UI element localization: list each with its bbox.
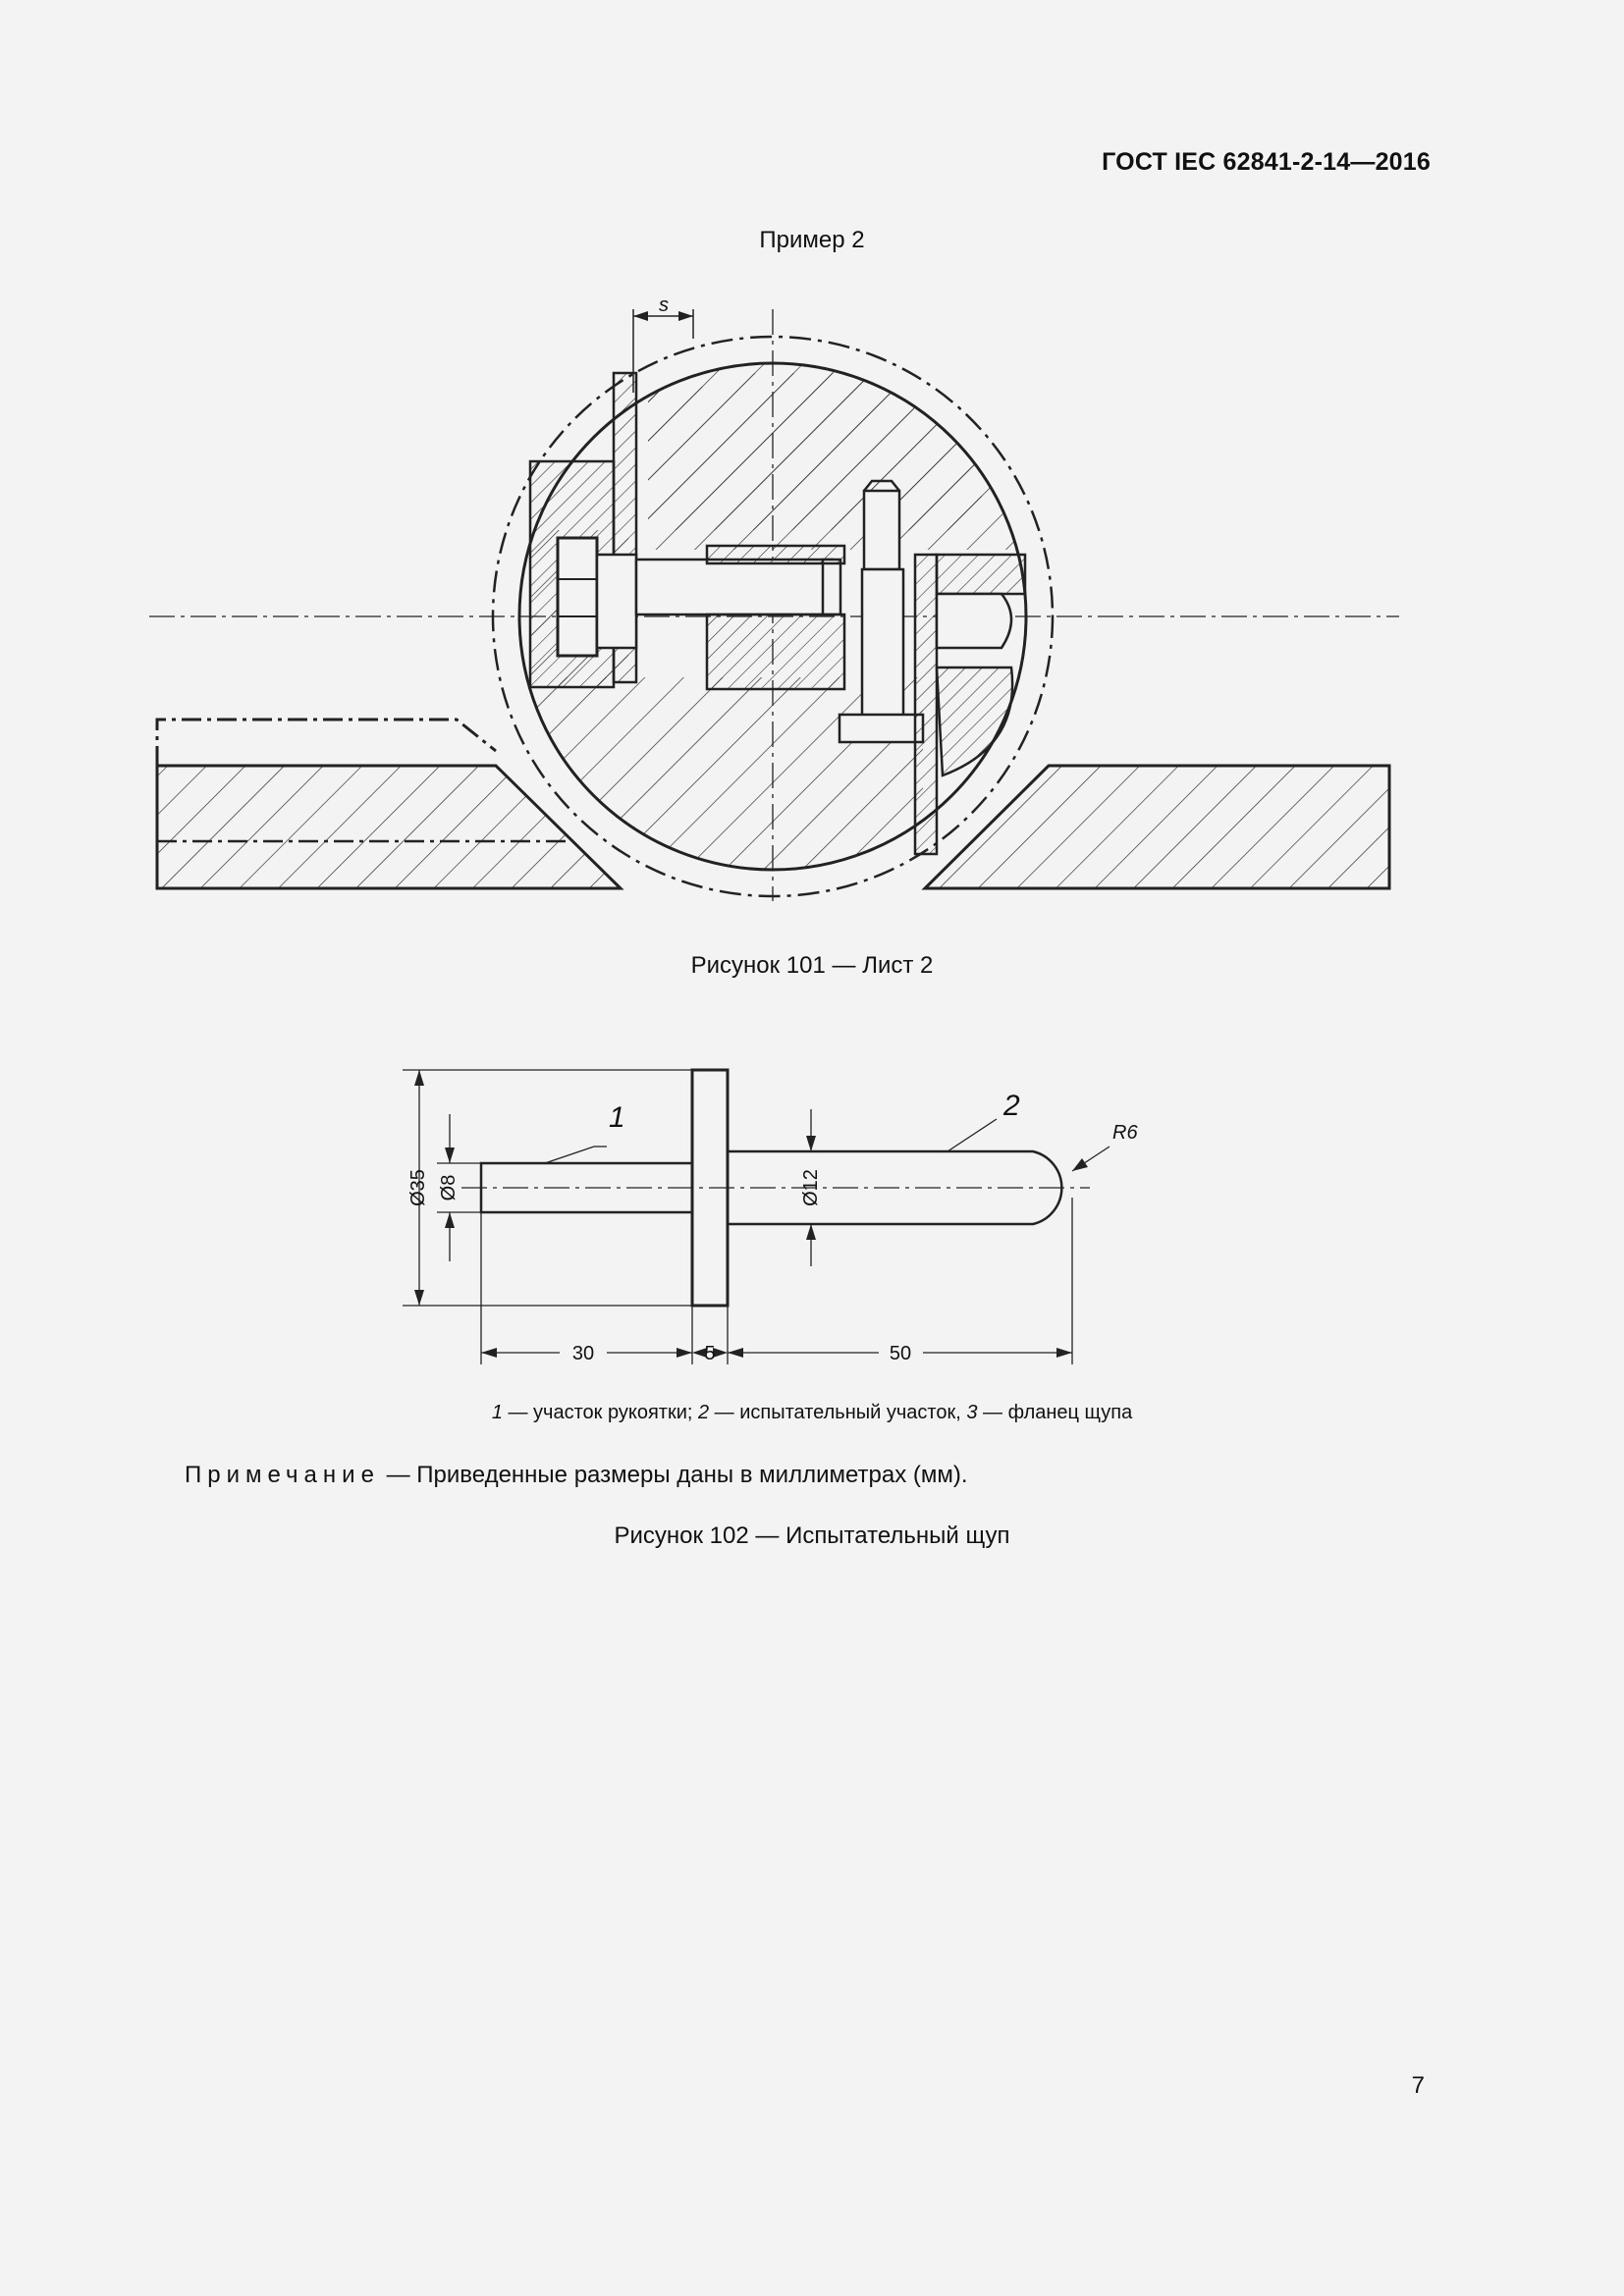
legend-text-3: — фланец щупа xyxy=(977,1402,1133,1423)
right-plate xyxy=(915,555,937,854)
note xyxy=(185,1462,968,1489)
figure-102-legend xyxy=(0,1402,1624,1424)
legend-num-3: 3 xyxy=(966,1402,978,1423)
note-label: Примечание xyxy=(185,1462,380,1488)
dim-l30: 30 xyxy=(571,1343,595,1364)
dim-l5: 5 xyxy=(704,1343,716,1364)
left-base-plate xyxy=(157,766,621,888)
bolt-head xyxy=(558,538,597,656)
legend-num-1: 1 xyxy=(491,1402,503,1423)
legend-text-1: — участок рукоятки; xyxy=(502,1402,698,1423)
bolt-shaft xyxy=(636,560,833,614)
dim-d8: Ø8 xyxy=(438,1174,460,1201)
pin-body xyxy=(862,569,903,717)
figure-101-caption: Рисунок 101 — Лист 2 xyxy=(690,952,934,979)
legend-text-2: — испытательный участок, xyxy=(709,1402,967,1423)
dim-d35: Ø35 xyxy=(407,1169,429,1206)
right-base-plate xyxy=(925,766,1389,888)
figure-102-drawing xyxy=(0,1041,1624,1394)
document-header: ГОСТ IEC 62841-2-14—2016 xyxy=(1102,148,1431,176)
page-number: 7 xyxy=(1411,2072,1425,2099)
legend-num-2: 2 xyxy=(697,1402,710,1423)
example-title: Пример 2 xyxy=(759,227,865,253)
figure-102-caption: Рисунок 102 — Испытательный щуп xyxy=(614,1522,1010,1549)
pin-top xyxy=(864,491,899,569)
dim-d12: Ø12 xyxy=(800,1169,822,1206)
dim-s-label: s xyxy=(659,294,669,316)
dim-r6: R6 xyxy=(1112,1122,1138,1144)
callout-2: 2 xyxy=(1003,1090,1020,1122)
callout-1: 1 xyxy=(609,1101,625,1134)
note-text: — Приведенные размеры даны в миллиметрах (мм). xyxy=(379,1462,968,1488)
dim-l50: 50 xyxy=(889,1343,912,1364)
figure-101-drawing xyxy=(0,0,1624,942)
nut-block xyxy=(707,614,844,689)
